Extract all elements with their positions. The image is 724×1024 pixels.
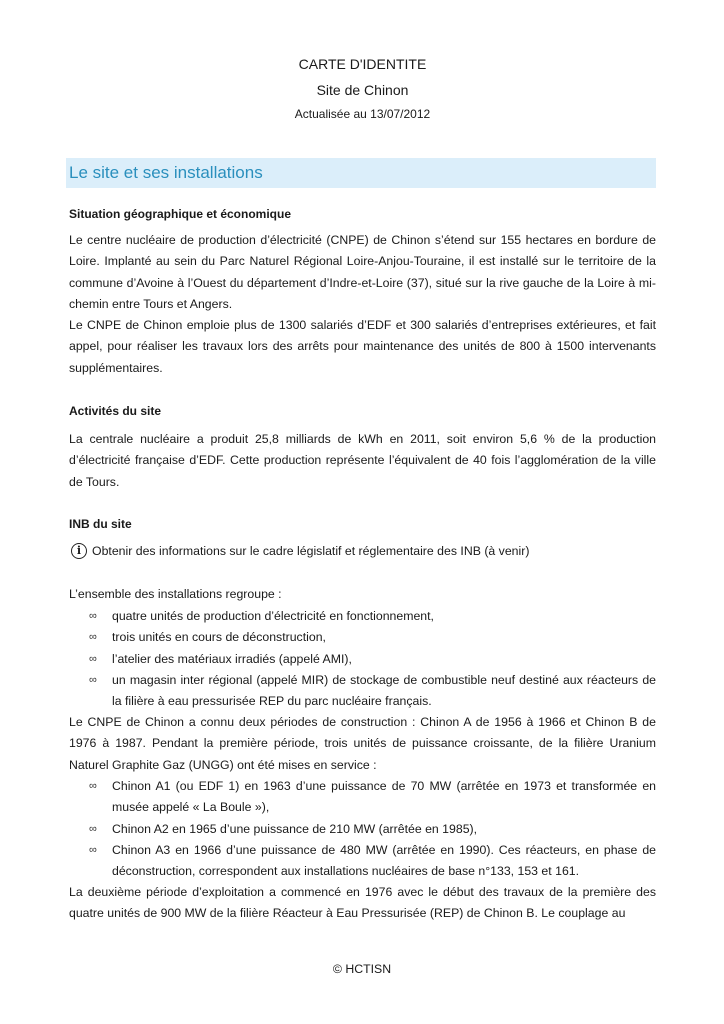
infinity-bullet-icon: ∞ bbox=[89, 843, 97, 856]
paragraph-installations-intro: L’ensemble des installations regroupe : bbox=[69, 587, 282, 601]
list-item: ∞ Chinon A1 (ou EDF 1) en 1963 d’une puissance de 70 MW (arrêtée en 1973 et transformée en musée appelé « La Boule »), bbox=[69, 776, 656, 819]
footer-copyright: © HCTISN bbox=[332, 962, 392, 976]
infinity-bullet-icon: ∞ bbox=[89, 652, 97, 665]
heading-activites: Activités du site bbox=[69, 404, 162, 418]
units-list bbox=[69, 776, 656, 882]
info-circle-icon: i bbox=[71, 543, 87, 559]
infinity-bullet-icon: ∞ bbox=[89, 673, 97, 686]
document-title: CARTE D'IDENTITE bbox=[298, 56, 427, 72]
infinity-bullet-icon: ∞ bbox=[89, 822, 97, 835]
list-item: ∞ Chinon A3 en 1966 d’une puissance de 480 MW (arrêtée en 1990). Ces réacteurs, en phase de déconstruction, correspondent aux installations nucléaires de base n°133, 153 et 161. bbox=[69, 840, 656, 883]
heading-situation: Situation géographique et économique bbox=[69, 207, 292, 221]
paragraph-construction: Le CNPE de Chinon a connu deux périodes de construction : Chinon A de 1956 à 1966 et Chinon B de 1976 à 1987. Pendant la première période, trois unités de puissance croissante, de la filière Uranium Naturel Graphite Gaz (UNGG) ont été mises en service : bbox=[69, 715, 656, 772]
info-link-row[interactable] bbox=[69, 543, 529, 559]
site-name: Site de Chinon bbox=[316, 82, 409, 98]
infinity-bullet-icon: ∞ bbox=[89, 631, 97, 644]
list-item: ∞ quatre unités de production d’électricité en fonctionnement, bbox=[69, 606, 656, 627]
infinity-bullet-icon: ∞ bbox=[89, 610, 97, 622]
paragraph-second-period: La deuxième période d’exploitation a commencé en 1976 avec le début des travaux de la première des quatre unités de 900 MW de la filière Réacteur à Eau Pressurisée (REP) de Chinon B. Le couplage au bbox=[69, 885, 656, 921]
infinity-bullet-icon: ∞ bbox=[89, 780, 97, 792]
paragraph-situation-1: Le centre nucléaire de production d’électricité (CNPE) de Chinon s’étend sur 155 hectares en bordure de Loire. Implanté au sein du Parc Naturel Régional Loire-Anjou-Touraine, il est installé sur le territoire de la commune d’Avoine à l’Ouest du département d’Indre-et-Loire (37), situé sur la rive gauche de la Loire à mi-chemin entre Tours et Angers. bbox=[69, 233, 656, 311]
heading-inb: INB du site bbox=[69, 517, 132, 531]
paragraph-situation-2: Le CNPE de Chinon emploie plus de 1300 salariés d’EDF et 300 salariés d’entreprises extérieures, et fait appel, pour réaliser les travaux lors des arrêts pour maintenance des unités de 800 à 1500 intervenants supplémentaires. bbox=[69, 318, 656, 375]
list-item: ∞ trois unités en cours de déconstruction, bbox=[69, 627, 656, 648]
list-item: ∞ l’atelier des matériaux irradiés (appelé AMI), bbox=[69, 649, 656, 670]
info-link-text[interactable]: Obtenir des informations sur le cadre législatif et réglementaire des INB (à venir) bbox=[92, 544, 530, 558]
section-title: Le site et ses installations bbox=[69, 163, 263, 182]
list-item: ∞ Chinon A2 en 1965 d’une puissance de 210 MW (arrêtée en 1985), bbox=[69, 819, 656, 840]
update-date: Actualisée au 13/07/2012 bbox=[294, 107, 431, 121]
installations-list bbox=[69, 606, 656, 712]
section-title-band bbox=[66, 158, 656, 188]
list-item: ∞ un magasin inter régional (appelé MIR) de stockage de combustible neuf destiné aux réacteurs de la filière à eau pressurisée REP du parc nucléaire français. bbox=[69, 670, 656, 713]
paragraph-activites: La centrale nucléaire a produit 25,8 milliards de kWh en 2011, soit environ 5,6 % de la production d’électricité française d’EDF. Cette production représente l’équivalent de 40 fois l’agglomération de la ville de Tours. bbox=[69, 432, 656, 489]
